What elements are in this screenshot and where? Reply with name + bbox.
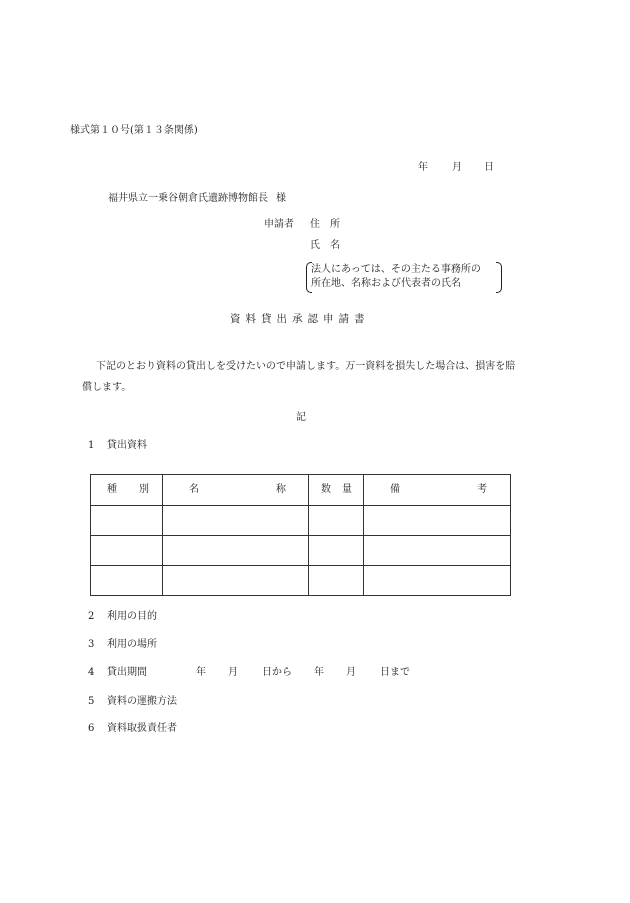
- date-day-label: 日: [484, 162, 494, 173]
- item-number: 1: [88, 440, 95, 451]
- applicant-label: 申請者: [264, 219, 294, 230]
- document-title: 資料貸出承認申請書: [230, 313, 370, 325]
- item-label: 貸出資料: [107, 440, 147, 451]
- header-type: [91, 475, 163, 506]
- item-purpose: [88, 612, 157, 622]
- item-number: 3: [88, 639, 95, 650]
- period-from-day: 日から: [262, 667, 292, 678]
- item-label: 利用の目的: [107, 611, 157, 622]
- period-to-day: 日まで: [380, 667, 410, 678]
- date-year-label: 年: [418, 162, 428, 173]
- header-name-a: 名: [189, 484, 199, 495]
- item-responsible-person: [88, 724, 177, 734]
- header-name-b: 称: [276, 484, 286, 495]
- cell-quantity[interactable]: [309, 536, 364, 566]
- form-number: 様式第１０号(第１３条関係): [70, 125, 198, 136]
- cell-remarks[interactable]: [364, 566, 511, 596]
- item-number: 5: [88, 696, 95, 707]
- header-remarks-b: 考: [477, 484, 487, 495]
- header-quantity: [309, 475, 364, 506]
- cell-remarks[interactable]: [364, 506, 511, 536]
- item-number: 4: [88, 667, 95, 678]
- item-label: 貸出期間: [107, 667, 147, 678]
- header-remarks: [364, 475, 511, 506]
- header-type-a: 種: [107, 484, 117, 495]
- addressee: [108, 194, 286, 204]
- cell-name[interactable]: [163, 536, 309, 566]
- item-number: 6: [88, 723, 95, 734]
- cell-name[interactable]: [163, 506, 309, 536]
- period-to-year: 年: [314, 667, 324, 678]
- item-place: [88, 640, 157, 650]
- cell-quantity[interactable]: [309, 506, 364, 536]
- table-row: [91, 566, 511, 596]
- cell-type[interactable]: [91, 566, 163, 596]
- period-from-year: 年: [196, 667, 206, 678]
- table-row: [91, 506, 511, 536]
- date-month-label: 月: [452, 162, 462, 173]
- item-label: 資料の運搬方法: [107, 696, 177, 707]
- corporate-note-line2: 所在地、名称および代表者の氏名: [311, 278, 461, 289]
- body-paragraph: 下記のとおり資料の貸出しを受けたいので申請します。万一資料を損失した場合は、損害を賠償します。: [82, 361, 516, 393]
- applicant-address-label: 住 所: [310, 219, 340, 230]
- cell-type[interactable]: [91, 536, 163, 566]
- ki-heading: 記: [296, 412, 306, 423]
- loan-materials-table: [90, 474, 511, 596]
- header-type-b: 別: [139, 484, 149, 495]
- header-qty-a: 数: [321, 484, 331, 495]
- item-label: 利用の場所: [107, 639, 157, 650]
- item-loan-period: [88, 668, 147, 678]
- item-transport-method: [88, 697, 177, 707]
- right-bracket: [496, 262, 502, 293]
- cell-name[interactable]: [163, 566, 309, 596]
- item-number: 2: [88, 611, 95, 622]
- applicant-name-label: 氏 名: [310, 240, 340, 251]
- period-to-month: 月: [346, 667, 356, 678]
- period-from-month: 月: [228, 667, 238, 678]
- cell-remarks[interactable]: [364, 536, 511, 566]
- table-header-row: [91, 475, 511, 506]
- header-name: [163, 475, 309, 506]
- item-label: 資料取扱責任者: [107, 723, 177, 734]
- table-row: [91, 536, 511, 566]
- item-loan-materials: [88, 441, 147, 451]
- corporate-note: [306, 262, 502, 292]
- header-remarks-a: 備: [390, 484, 400, 495]
- cell-type[interactable]: [91, 506, 163, 536]
- header-qty-b: 量: [342, 484, 352, 495]
- addressee-honorific: 様: [276, 193, 286, 204]
- corporate-note-line1: 法人にあっては、その主たる事務所の: [311, 264, 481, 275]
- addressee-name: 福井県立一乗谷朝倉氏遺跡博物館長: [108, 193, 268, 204]
- cell-quantity[interactable]: [309, 566, 364, 596]
